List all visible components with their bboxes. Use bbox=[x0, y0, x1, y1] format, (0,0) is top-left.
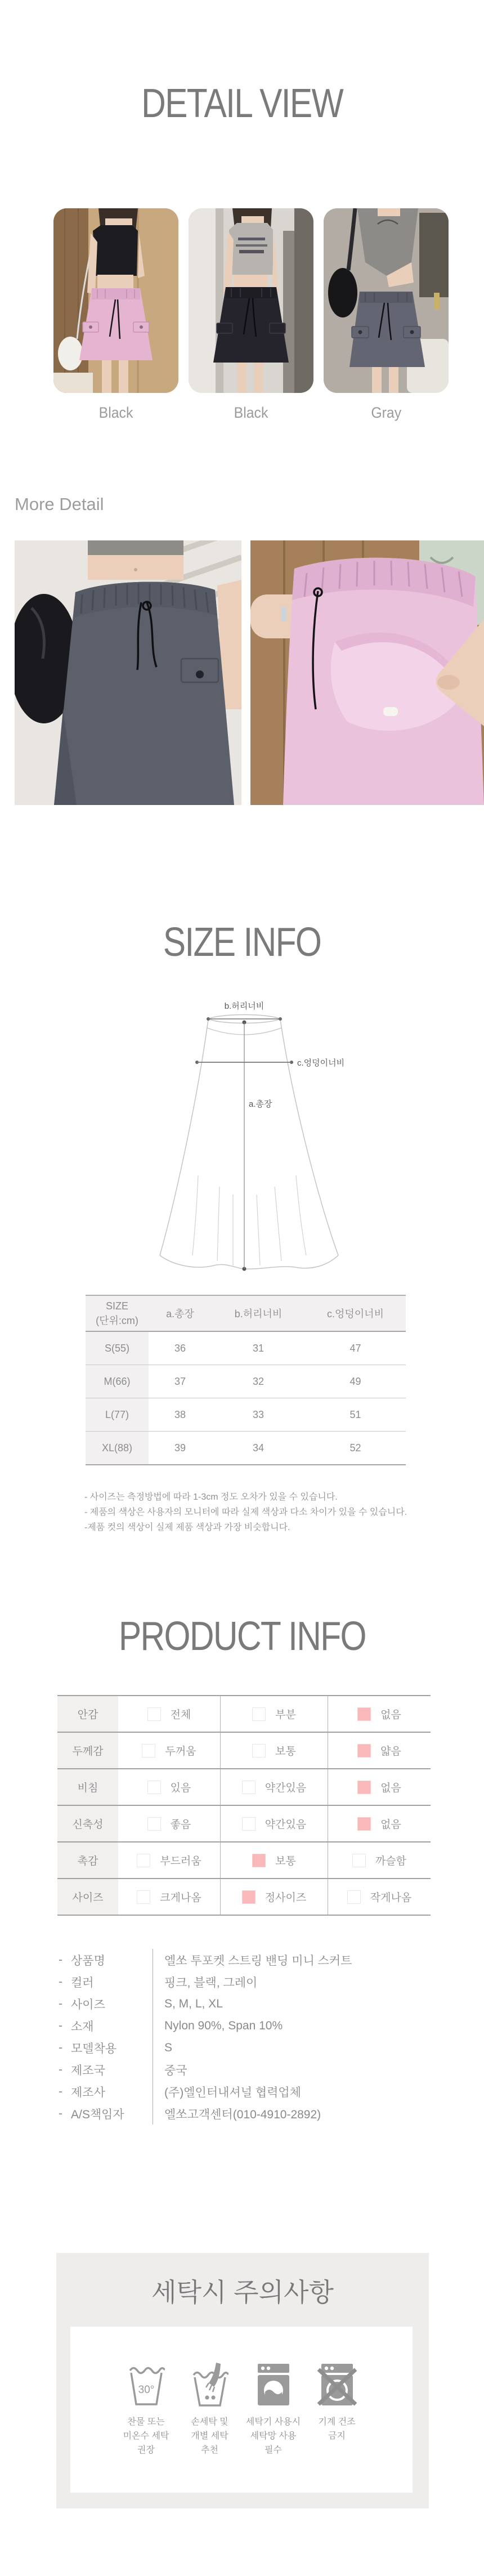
attribute-row-lining: 안감 전체 부분 없음 bbox=[57, 1696, 431, 1733]
care-item-label: 손세탁 및 개별 세탁 추천 bbox=[191, 2417, 228, 2455]
care-item-label: 찬물 또는 미온수 세탁 권장 bbox=[123, 2417, 169, 2455]
checkbox bbox=[142, 1744, 155, 1757]
size-note-line: - 사이즈는 측정방법에 따라 1-3cm 정도 오차가 있을 수 있습니다. bbox=[84, 1492, 338, 1502]
thumb-black bbox=[189, 208, 313, 422]
photo-placeholder-gray bbox=[324, 208, 449, 393]
thumb-label: Gray bbox=[371, 404, 401, 421]
attribute-row-touch: 촉감 부드러움 보통 까슬함 bbox=[57, 1842, 431, 1879]
more-detail-title: More Detail bbox=[15, 494, 104, 514]
size-table-header-size: SIZE (단위:cm) bbox=[86, 1296, 149, 1331]
color-thumbnails-row bbox=[53, 208, 449, 422]
option-cell: 부분 bbox=[220, 1696, 328, 1732]
option-cell: 정사이즈 bbox=[220, 1879, 328, 1915]
checkbox bbox=[147, 1707, 161, 1721]
product-photo-gray bbox=[324, 208, 449, 393]
checkbox bbox=[357, 1707, 371, 1721]
care-section bbox=[56, 2253, 429, 2508]
care-item-cold-wash bbox=[114, 2362, 178, 2457]
checkbox bbox=[147, 1817, 161, 1831]
option-cell: 까슬함 bbox=[328, 1842, 431, 1878]
option-cell: 부드러움 bbox=[118, 1842, 220, 1878]
detail-row-product-name: - 상품명 엘쏘 투포켓 스트링 밴딩 미니 스커트 bbox=[59, 1949, 441, 1971]
option-cell: 약간있음 bbox=[220, 1806, 328, 1841]
size-table-header-waist: b.허리너비 bbox=[234, 1308, 283, 1320]
no-machine-dry-icon bbox=[317, 2362, 357, 2407]
option-cell: 크게나옴 bbox=[118, 1879, 220, 1915]
option-cell: 없음 bbox=[328, 1696, 431, 1732]
detail-row-as-contact: - A/S책임자 엘쏘고객센터(010-4910-2892) bbox=[59, 2103, 441, 2125]
detail-row-color: - 컬러 핑크, 블랙, 그레이 bbox=[59, 1971, 441, 1993]
size-note-line: - 제품의 색상은 사용자의 모니터에 따라 실제 색상과 다소 차이가 있을 수 있습니다. bbox=[84, 1508, 407, 1517]
thumb-gray bbox=[324, 208, 449, 422]
attribute-row-fit: 사이즈 크게나옴 정사이즈 작게나옴 bbox=[57, 1879, 431, 1916]
detail-row-model-size: - 모델착용 S bbox=[59, 2037, 441, 2059]
checkbox bbox=[252, 1707, 266, 1721]
detail-row-country: - 제조국 중국 bbox=[59, 2059, 441, 2081]
wash-30-icon bbox=[128, 2362, 165, 2407]
option-cell: 작게나옴 bbox=[328, 1879, 431, 1915]
attribute-row-thickness: 두께감 두꺼움 보통 얇음 bbox=[57, 1733, 431, 1769]
detail-photo-pink-closeup bbox=[250, 540, 484, 805]
checkbox bbox=[242, 1781, 256, 1794]
more-detail-images bbox=[15, 540, 484, 805]
checkbox bbox=[137, 1890, 150, 1904]
size-table-row-s: S(55) 36 31 47 bbox=[86, 1332, 406, 1365]
attribute-row-stretch: 신축성 좋음 약간있음 없음 bbox=[57, 1806, 431, 1842]
detail-photo-gray-closeup bbox=[15, 540, 241, 805]
thumb-label: Black bbox=[98, 404, 133, 421]
option-cell: 있음 bbox=[118, 1769, 220, 1805]
skirt-measurement-diagram bbox=[113, 1001, 371, 1273]
svg-text:30°: 30° bbox=[138, 2384, 154, 2396]
checkbox bbox=[242, 1890, 256, 1904]
checkbox bbox=[357, 1744, 371, 1757]
detail-row-material: - 소재 Nylon 90%, Span 10% bbox=[59, 2015, 441, 2037]
detail-row-size: - 사이즈 S, M, L, XL bbox=[59, 1993, 441, 2015]
size-note-line: -제품 컷의 색상이 실제 제품 색상과 가장 비슷합니다. bbox=[84, 1523, 290, 1532]
product-info-title: PRODUCT INFO bbox=[118, 1614, 366, 1659]
option-cell: 얇음 bbox=[328, 1733, 431, 1768]
care-items-row bbox=[70, 2362, 413, 2457]
detail-view-title: DETAIL VIEW bbox=[141, 81, 343, 126]
size-notes bbox=[84, 1490, 407, 1535]
detail-row-manufacturer: - 제조사 (주)엘인터내셔널 협력업체 bbox=[59, 2081, 441, 2103]
hand-wash-icon bbox=[191, 2362, 228, 2407]
size-table-header bbox=[86, 1296, 406, 1332]
checkbox bbox=[242, 1817, 256, 1831]
photo-placeholder-black bbox=[189, 208, 313, 393]
care-card bbox=[70, 2327, 413, 2493]
checkbox bbox=[137, 1854, 150, 1867]
size-table bbox=[86, 1295, 406, 1465]
checkbox bbox=[347, 1890, 361, 1904]
product-photo-pink bbox=[53, 208, 178, 393]
attribute-row-sheerness: 비침 있음 약간있음 없음 bbox=[57, 1769, 431, 1806]
size-table-row-m: M(66) 37 32 49 bbox=[86, 1365, 406, 1398]
care-item-machine-wash bbox=[241, 2362, 305, 2457]
product-photo-black bbox=[189, 208, 313, 393]
diagram-label-waist: b.허리너비 bbox=[224, 1001, 265, 1011]
product-details-list bbox=[59, 1949, 441, 2125]
diagram-label-hip: c.엉덩이너비 bbox=[297, 1058, 345, 1068]
thumb-pink bbox=[53, 208, 178, 422]
option-cell: 좋음 bbox=[118, 1806, 220, 1841]
size-table-row-xl: XL(88) 39 34 52 bbox=[86, 1432, 406, 1464]
machine-wash-icon bbox=[255, 2362, 292, 2407]
option-cell: 보통 bbox=[220, 1733, 328, 1768]
photo-placeholder-pink bbox=[53, 208, 178, 393]
option-cell: 두꺼움 bbox=[118, 1733, 220, 1768]
care-item-label: 세탁기 사용시 세탁망 사용 필수 bbox=[245, 2417, 301, 2455]
checkbox bbox=[357, 1817, 371, 1831]
option-cell: 전체 bbox=[118, 1696, 220, 1732]
care-title: 세탁시 주의사항 bbox=[151, 2278, 334, 2307]
size-table-header-length: a.총장 bbox=[166, 1308, 194, 1320]
option-cell: 없음 bbox=[328, 1806, 431, 1841]
size-table-header-hip: c.엉덩이너비 bbox=[327, 1308, 384, 1320]
checkbox bbox=[352, 1854, 366, 1867]
option-cell: 약간있음 bbox=[220, 1769, 328, 1805]
product-attribute-table bbox=[57, 1695, 431, 1916]
photo-placeholder-pink-closeup bbox=[250, 540, 484, 805]
thumb-label: Black bbox=[234, 404, 268, 421]
checkbox bbox=[252, 1854, 266, 1867]
care-item-label: 기계 건조 금지 bbox=[318, 2417, 356, 2441]
size-table-row-l: L(77) 38 33 51 bbox=[86, 1398, 406, 1432]
size-diagram bbox=[113, 1001, 371, 1273]
care-item-no-machine-dry bbox=[305, 2362, 369, 2457]
care-item-hand-wash bbox=[178, 2362, 241, 2457]
diagram-label-length: a.총장 bbox=[249, 1099, 272, 1109]
option-cell: 보통 bbox=[220, 1842, 328, 1878]
checkbox bbox=[252, 1744, 266, 1757]
photo-placeholder-gray-closeup bbox=[15, 540, 241, 805]
checkbox bbox=[147, 1781, 161, 1794]
checkbox bbox=[357, 1781, 371, 1794]
option-cell: 없음 bbox=[328, 1769, 431, 1805]
size-info-title: SIZE INFO bbox=[163, 920, 321, 965]
